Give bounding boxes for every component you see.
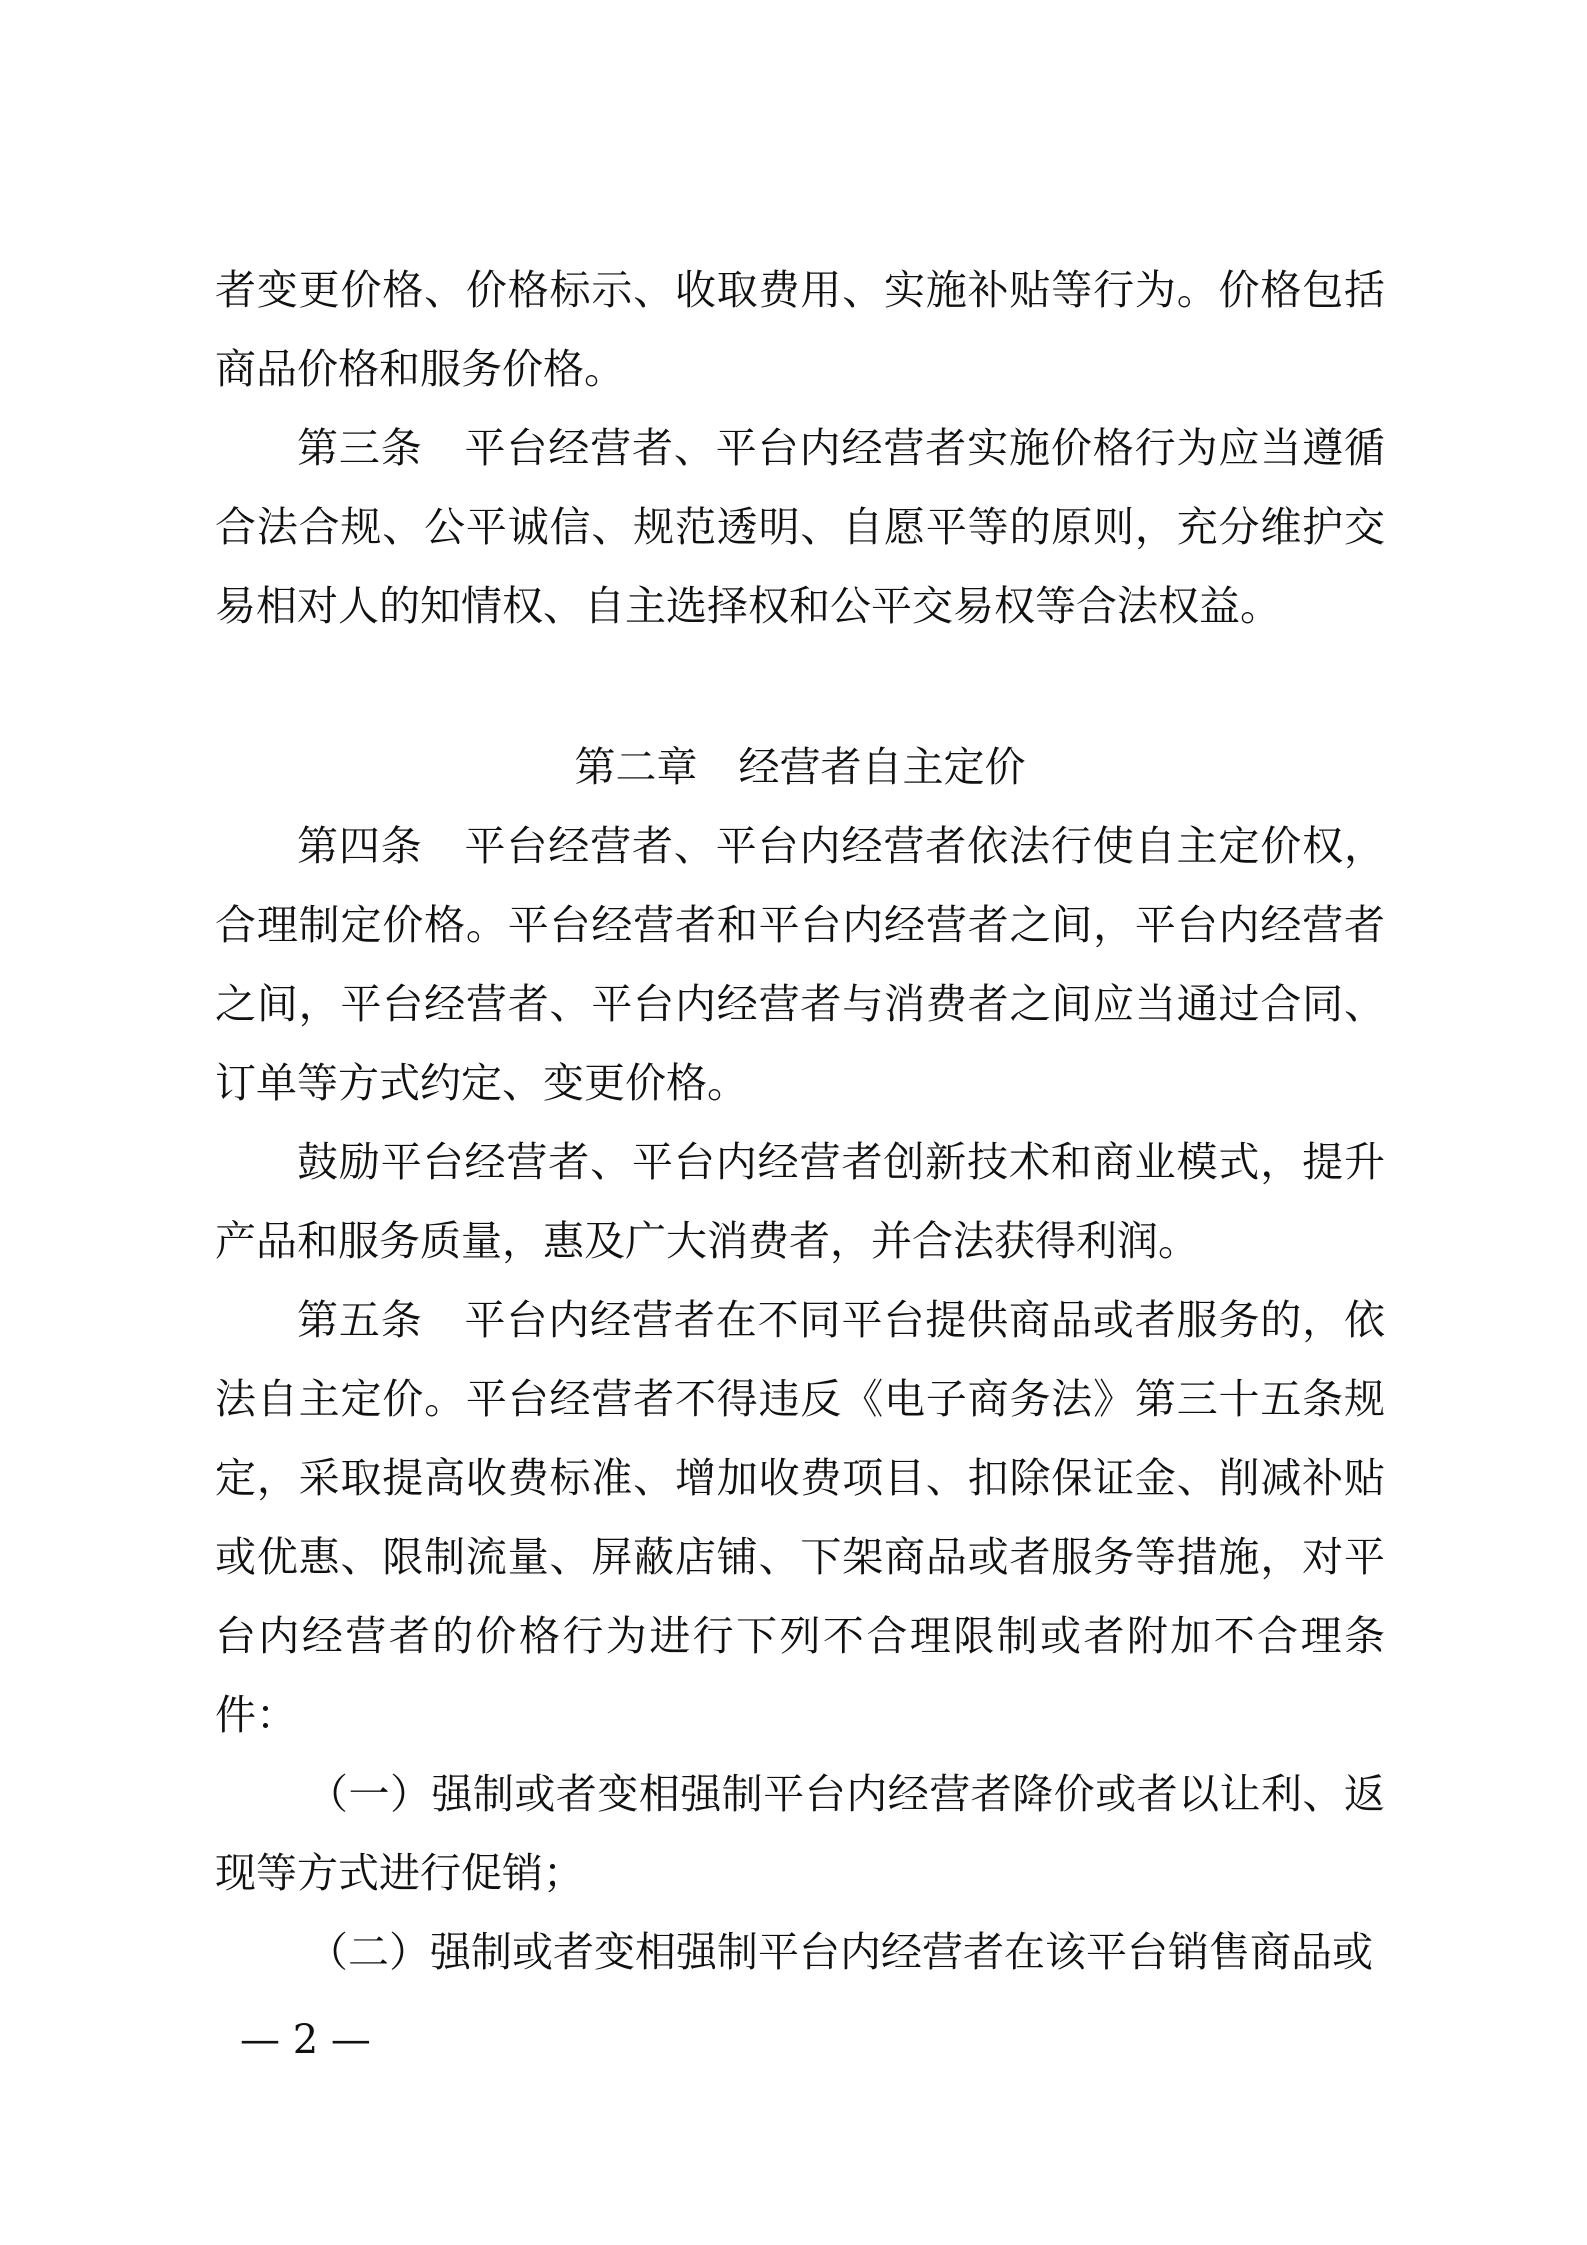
paragraph-price-definition-continued: 者变更价格、价格标示、收取费用、实施补贴等行为。价格包括商品价格和服务价格。	[215, 266, 1385, 393]
page-number: — 2 —	[240, 2017, 371, 2063]
document-body	[215, 251, 1385, 1992]
list-item-1: （一）强制或者变相强制平台内经营者降价或者以让利、返现等方式进行促销；	[215, 1770, 1385, 1897]
paragraph-article-4: 第四条 平台经营者、平台内经营者依法行使自主定价权，合理制定价格。平台经营者和平台内经营者之间，平台内经营者之间，平台经营者、平台内经营者与消费者之间应当通过合同、订单等方式约定、变更价格。	[215, 822, 1385, 1107]
chapter-heading: 第二章 经营者自主定价	[574, 743, 1026, 791]
list-item-2: （二）强制或者变相强制平台内经营者在该平台销售商品或	[307, 1928, 1373, 1976]
paragraph-encouragement: 鼓励平台经营者、平台内经营者创新技术和商业模式，提升产品和服务质量，惠及广大消费者，并合法获得利润。	[215, 1138, 1385, 1265]
paragraph-article-5: 第五条 平台内经营者在不同平台提供商品或者服务的，依法自主定价。平台经营者不得违反《电子商务法》第三十五条规定，采取提高收费标准、增加收费项目、扣除保证金、削减补贴或优惠、限制流量、屏蔽店铺、下架商品或者服务等措施，对平台内经营者的价格行为进行下列不合理限制或者附加不合理条件：	[215, 1296, 1385, 1739]
paragraph-article-3: 第三条 平台经营者、平台内经营者实施价格行为应当遵循合法合规、公平诚信、规范透明、自愿平等的原则，充分维护交易相对人的知情权、自主选择权和公平交易权等合法权益。	[215, 424, 1385, 630]
